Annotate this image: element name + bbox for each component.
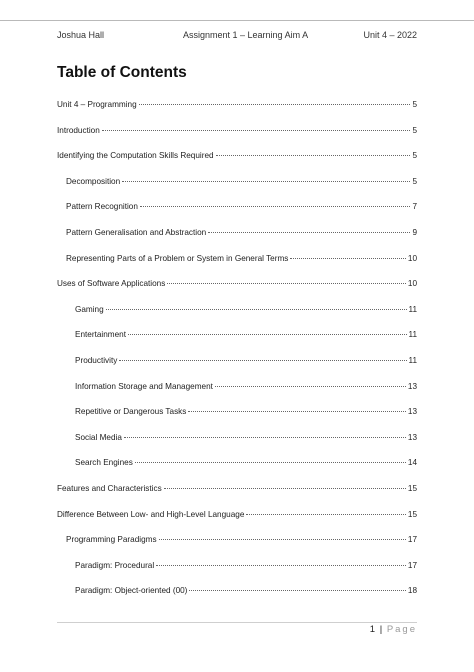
toc-entry[interactable] [57,382,417,408]
toc-entry-text[interactable]: Difference Between Low- and High-Level Language [57,509,245,519]
footer-rule [57,622,417,623]
toc-entry-text[interactable]: Representing Parts of a Problem or System in General Terms [66,253,289,263]
toc-dot-leader [216,155,411,156]
toc-entry-text[interactable]: Information Storage and Management [75,381,213,391]
toc-entry-text[interactable]: Paradigm: Procedural [75,560,155,570]
toc-entry-page[interactable]: 5 [412,176,417,186]
toc-entry-page[interactable]: 10 [407,279,417,289]
toc-entry[interactable] [57,433,417,459]
toc-dot-leader [290,258,406,259]
toc-entry[interactable] [57,305,417,331]
toc-entry-text[interactable]: Social Media [75,432,122,442]
toc-entry[interactable] [57,228,417,254]
toc-entry-page[interactable]: 15 [407,483,417,493]
toc-entry-text[interactable]: Paradigm: Object-oriented (00) [75,586,188,596]
toc-entry-text[interactable]: Introduction [57,125,100,135]
toc-entry-page[interactable]: 15 [407,509,417,519]
toc-entry-text[interactable]: Unit 4 – Programming [57,100,137,109]
toc-dot-leader [164,488,406,489]
toc-dot-leader [124,437,406,438]
toc-dot-leader [139,104,411,105]
toc-dot-leader [128,334,407,335]
header-author: Joshua Hall [57,30,105,40]
toc-dot-leader [208,232,410,233]
toc-entry-page[interactable]: 5 [412,151,417,161]
header-unit: Unit 4 – 2022 [363,30,417,40]
toc-entry[interactable] [57,586,417,612]
toc-dot-leader [159,539,406,540]
toc-entry[interactable] [57,151,417,177]
toc-dot-leader [119,360,406,361]
header-rule [0,20,474,21]
toc-entry[interactable] [57,202,417,228]
toc-entry-page[interactable]: 14 [407,458,417,468]
toc-entry-text[interactable]: Identifying the Computation Skills Required [57,151,214,161]
toc-entry[interactable] [57,254,417,280]
toc-entry-text[interactable]: Gaming [75,304,104,314]
toc-dot-leader [156,565,406,566]
toc-entry-text[interactable]: Repetitive or Dangerous Tasks [75,407,187,417]
toc-entry-page[interactable]: 17 [407,560,417,570]
toc-dot-leader [102,130,411,131]
toc-entry-text[interactable]: Features and Characteristics [57,483,162,493]
toc-entry-page[interactable]: 13 [407,407,417,417]
toc-entry-text[interactable]: Entertainment [75,330,126,340]
toc-entry[interactable] [57,535,417,561]
toc-entry-page[interactable]: 5 [412,100,417,109]
footer-page-number: 1 [369,624,376,635]
toc-dot-leader [106,309,407,310]
toc-entry[interactable] [57,561,417,587]
toc-entry[interactable] [57,407,417,433]
toc-entry-text[interactable]: Programming Paradigms [66,535,157,545]
toc-entry-text[interactable]: Pattern Recognition [66,202,138,212]
toc-entry-page[interactable]: 18 [407,586,417,596]
toc-title: Table of Contents [57,64,187,81]
toc-entry-page[interactable]: 11 [408,304,417,314]
toc-dot-leader [215,386,406,387]
toc-entry-page[interactable]: 11 [408,355,417,365]
toc-entry[interactable] [57,279,417,305]
toc-dot-leader [135,462,406,463]
toc-entry[interactable] [57,100,417,126]
toc-entry[interactable] [57,458,417,484]
toc-dot-leader [122,181,410,182]
toc-entry-page[interactable]: 5 [412,125,417,135]
toc-entry-text[interactable]: Search Engines [75,458,133,468]
toc-dot-leader [246,514,406,515]
toc-entry-page[interactable]: 7 [412,202,417,212]
page-footer [370,624,417,635]
toc-dot-leader [189,590,405,591]
toc-entry-page[interactable]: 10 [407,253,417,263]
toc-dot-leader [167,283,406,284]
toc-entry-text[interactable]: Decomposition [66,176,121,186]
toc-entry[interactable] [57,356,417,382]
toc-entry[interactable] [57,177,417,203]
toc-entry[interactable] [57,484,417,510]
toc-entry[interactable] [57,330,417,356]
toc-list [57,100,417,612]
footer-page-label: Page [386,624,417,635]
header-assignment: Assignment 1 – Learning Aim A [183,30,309,40]
toc-entry[interactable] [57,510,417,536]
toc-entry-text[interactable]: Pattern Generalisation and Abstraction [66,227,207,237]
footer-separator: | [379,624,383,635]
toc-entry-page[interactable]: 11 [408,330,417,340]
toc-entry-page[interactable]: 13 [407,432,417,442]
toc-entry-text[interactable]: Uses of Software Applications [57,279,166,289]
toc-entry-page[interactable]: 13 [407,381,417,391]
toc-dot-leader [188,411,406,412]
toc-dot-leader [140,206,411,207]
toc-entry-page[interactable]: 9 [412,227,417,237]
toc-entry[interactable] [57,126,417,152]
toc-entry-page[interactable]: 17 [407,535,417,545]
toc-entry-text[interactable]: Productivity [75,355,118,365]
